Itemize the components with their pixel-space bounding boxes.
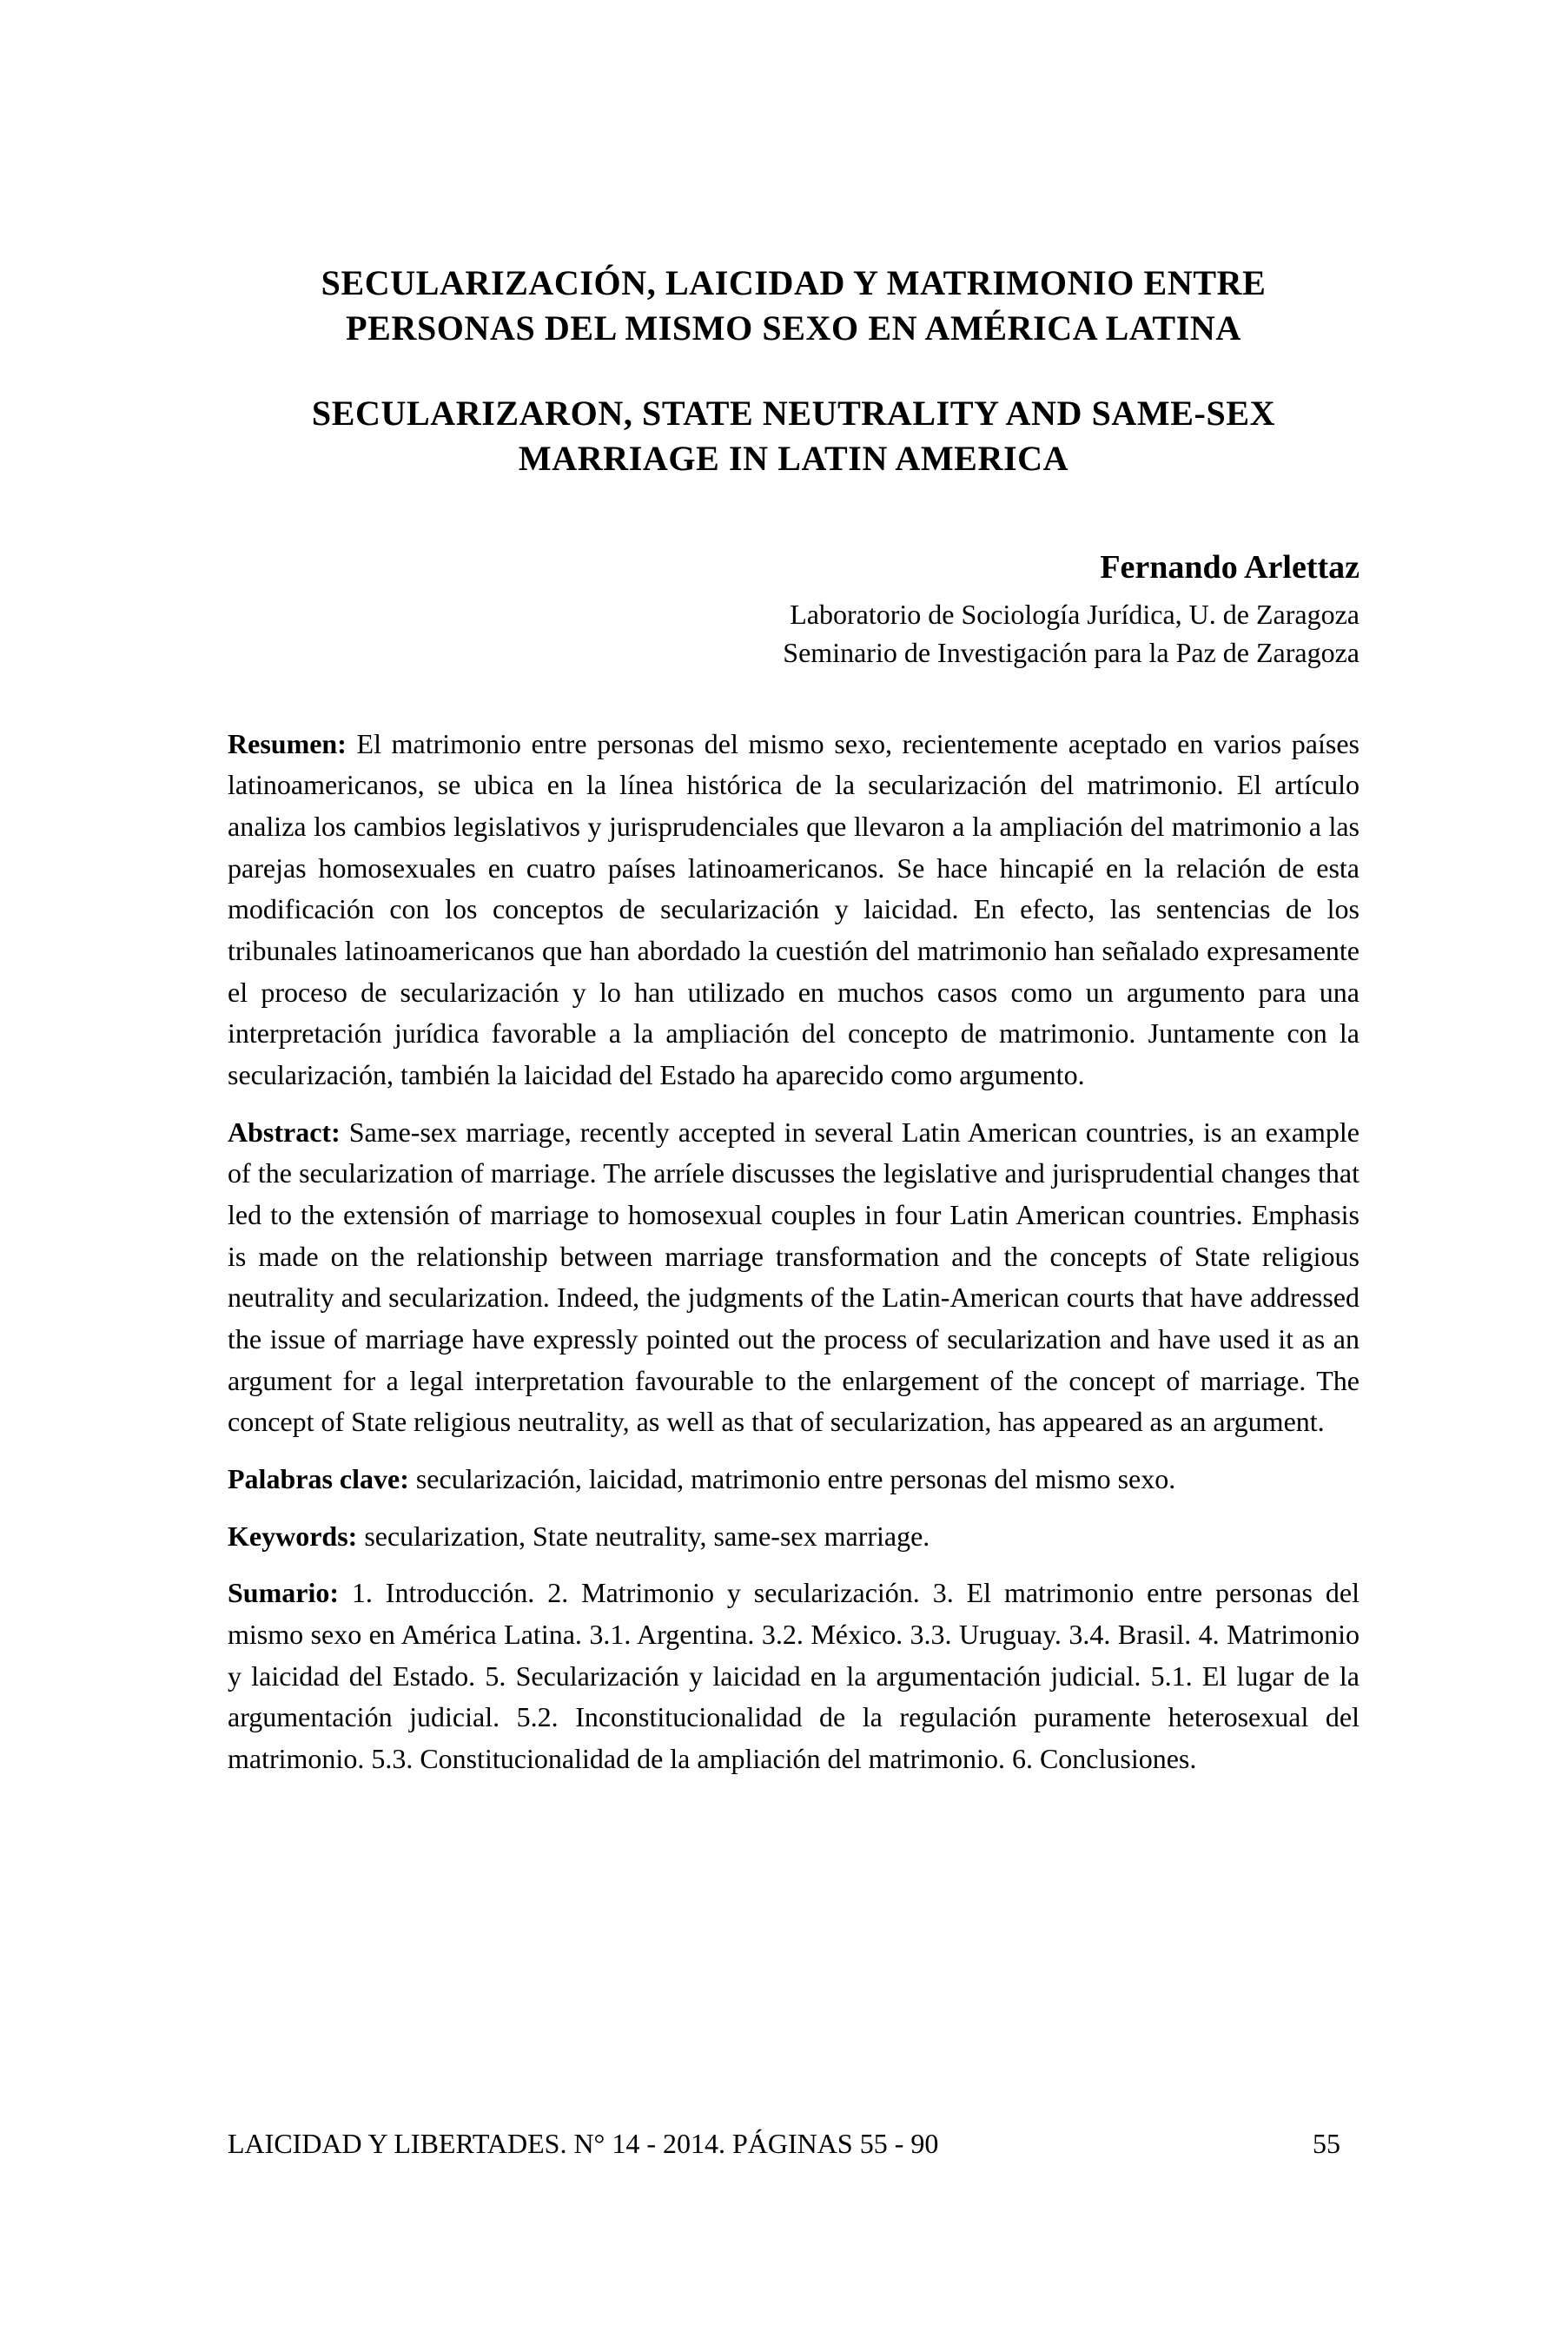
abstract-label: Abstract: — [228, 1116, 341, 1148]
resumen-paragraph — [228, 724, 1360, 1096]
abstract-paragraph — [228, 1112, 1360, 1443]
abstract-section — [228, 724, 1360, 1780]
author-affiliation-secondary: Seminario de Investigación para la Paz de Zaragoza — [783, 637, 1360, 669]
sumario-paragraph — [228, 1573, 1360, 1779]
footer-journal-citation: LAICIDAD Y LIBERTADES. N° 14 - 2014. PÁGINAS 55 - 90 — [228, 2128, 939, 2159]
author-affiliation-primary: Laboratorio de Sociología Jurídica, U. de Zaragoza — [790, 598, 1360, 630]
page-content — [228, 261, 1360, 1780]
sumario-text: 1. Introducción. 2. Matrimonio y secularización. 3. El matrimonio entre personas del mismo sexo en América Latina. 3.1. Argentina. 3.2. México. 3.3. Uruguay. 3.4. Brasil. 4. Matrimonio y laicidad del Estado. 5. Secularización y laicidad en la argumentación judicial. 5.1. El lugar de la argumentación judicial. 5.2. Inconstitucionalidad de la regulación puramente heterosexual del matrimonio. 5.3. Constitucionalidad de la ampliación del matrimonio. 6. Conclusiones. — [228, 1577, 1360, 1775]
author-block — [228, 547, 1360, 672]
page-title-spanish: SECULARIZACIÓN, LAICIDAD Y MATRIMONIO ENTRE PERSONAS DEL MISMO SEXO EN AMÉRICA LATINA — [321, 263, 1267, 348]
resumen-text: El matrimonio entre personas del mismo sexo, recientemente aceptado en varios países latinoamericanos, se ubica en la línea histórica de la secularización del matrimonio. El artículo analiza los cambios legislativos y jurisprudenciales que llevaron a la ampliación del matrimonio a las parejas homosexuales en cuatro países latinoamericanos. Se hace hincapié en la relación de esta modificación con los conceptos de secularización y laicidad. En efecto, las sentencias de los tribunales latinoamericanos que han abordado la cuestión del matrimonio han señalado expresamente el proceso de secularización y lo han utilizado en muchos casos como un argumento para una interpretación jurídica favorable a la ampliación del concepto de matrimonio. Juntamente con la secularización, también la laicidad del Estado ha aparecido como argumento. — [228, 727, 1360, 1090]
author-name: Fernando Arlettaz — [1100, 549, 1360, 586]
page-footer — [228, 2127, 1360, 2160]
abstract-text: Same-sex marriage, recently accepted in several Latin American countries, is an example of the secularization of marriage. The arríele discusses the legislative and jurisprudential changes that led to the extensión of marriage to homosexual couples in four Latin American countries. Emphasis is made on the relationship between marriage transformation and the concepts of State religious neutrality and secularization. Indeed, the judgments of the Latin-American courts that have addressed the issue of marriage have expressly pointed out the process of secularization and have used it as an argument for a legal interpretation favourable to the enlargement of the concept of marriage. The concept of State religious neutrality, as well as that of secularization, has appeared as an argument. — [228, 1116, 1360, 1438]
keywords-text: secularization, State neutrality, same-sex marriage. — [357, 1520, 930, 1552]
keywords-paragraph — [228, 1516, 1360, 1558]
resumen-label: Resumen: — [228, 727, 347, 759]
palabras-clave-paragraph — [228, 1459, 1360, 1500]
title-block — [228, 261, 1360, 481]
footer-page-number: 55 — [1313, 2128, 1340, 2159]
keywords-label: Keywords: — [228, 1520, 358, 1552]
sumario-label: Sumario: — [228, 1577, 339, 1609]
page-title-english: SECULARIZARON, STATE NEUTRALITY AND SAME-SEX MARRIAGE IN LATIN AMERICA — [311, 394, 1276, 478]
palabras-clave-label: Palabras clave: — [228, 1463, 409, 1495]
palabras-clave-text: secularización, laicidad, matrimonio entre personas del mismo sexo. — [408, 1463, 1176, 1495]
